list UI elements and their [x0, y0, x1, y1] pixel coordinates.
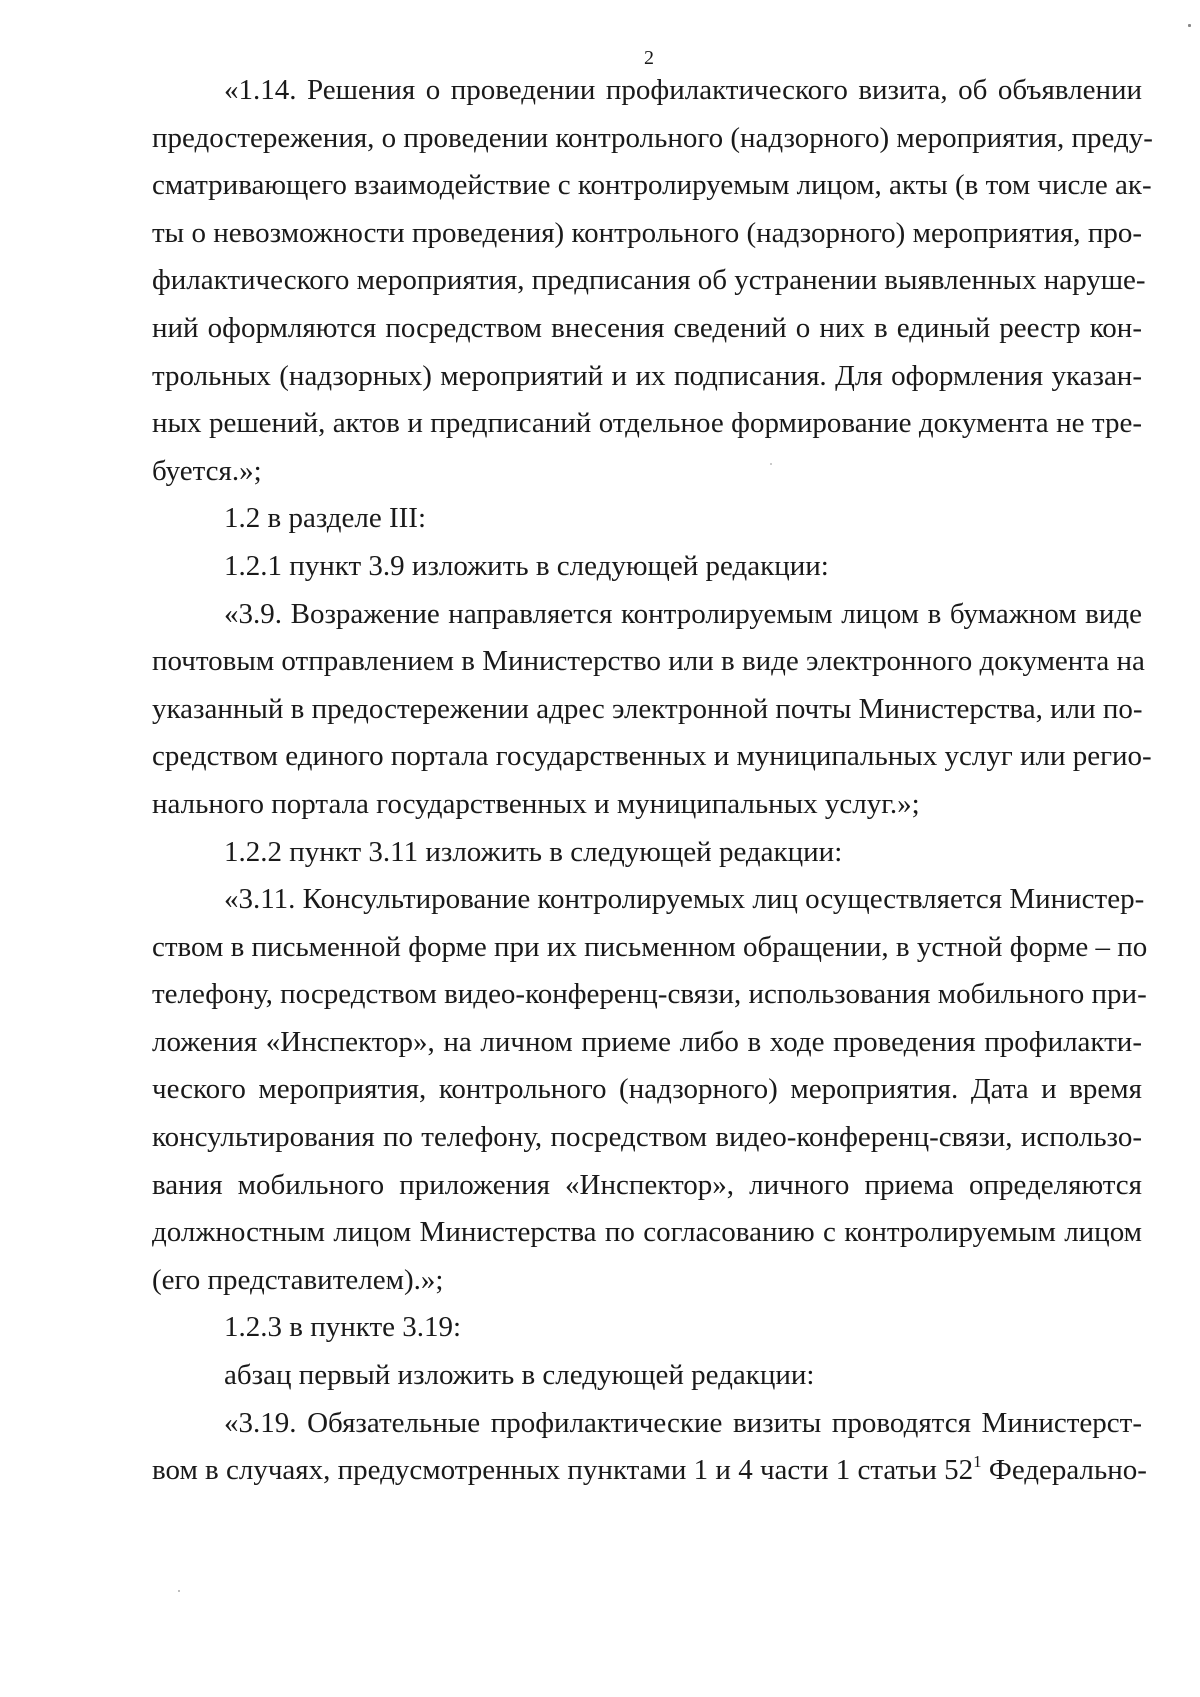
paragraph-1-2-1: [152, 543, 1142, 591]
paragraph-1-2-2: [152, 829, 1142, 877]
paragraph-3-11: [152, 876, 1148, 1304]
text-line: должностным лицом Министерства по согласованию с контролируемым лицом: [152, 1216, 1142, 1249]
text-line: почтовым отправлением в Министерство или в виде электронного документа на: [152, 645, 1145, 678]
text-fragment: Федерально-: [988, 1454, 1147, 1487]
text-line: консультирования по телефону, посредством видео-конференц-связи, использо-: [152, 1121, 1142, 1154]
text-line: предостережения, о проведении контрольного (надзорного) мероприятия, преду-: [152, 121, 1153, 154]
scan-speck: [770, 463, 772, 465]
text-line: трольных (надзорных) мероприятий и их подписания. Для оформления указан-: [152, 359, 1142, 392]
text-line: ством в письменной форме при их письменном обращении, в устной форме – по: [152, 930, 1148, 963]
text-line: телефону, посредством видео-конференц-связи, использования мобильного при-: [152, 978, 1147, 1011]
text-line: «3.19. Обязательные профилактические визиты проводятся Министерст-: [224, 1406, 1142, 1439]
text-line: сматривающего взаимодействие с контролируемым лицом, акты (в том числе ак-: [152, 169, 1152, 202]
text-line: 1.2 в разделе III:: [224, 502, 426, 535]
text-line-with-footnote: [152, 1447, 1147, 1495]
text-line: «1.14. Решения о проведении профилактического визита, об объявлении: [224, 74, 1142, 106]
paragraph-3-19: [152, 1400, 1147, 1495]
text-line: 1.2.1 пункт 3.9 изложить в следующей редакции:: [224, 549, 829, 582]
paragraph-1-2-3: [152, 1304, 1142, 1352]
text-line: ложения «Инспектор», на личном приеме либо в ходе проведения профилакти-: [152, 1025, 1142, 1058]
text-line: нального портала государственных и муниципальных услуг.»;: [152, 787, 920, 820]
text-line: буется.»;: [152, 454, 262, 487]
text-line: ных решений, актов и предписаний отдельное формирование документа не тре-: [152, 407, 1142, 440]
text-line: 1.2.2 пункт 3.11 изложить в следующей редакции:: [224, 835, 843, 868]
text-line: указанный в предостережении адрес электронной почты Министерства, или по-: [152, 692, 1143, 725]
text-line: «3.9. Возражение направляется контролируемым лицом в бумажном виде: [224, 597, 1142, 630]
text-line: ний оформляются посредством внесения сведений о них в единый реестр кон-: [152, 311, 1142, 344]
text-line: ты о невозможности проведения) контрольного (надзорного) мероприятия, про-: [152, 216, 1142, 249]
paragraph-1-14: [152, 67, 1153, 495]
paragraph-3-9: [152, 591, 1152, 829]
text-line: ческого мероприятия, контрольного (надзорного) мероприятия. Дата и время: [152, 1073, 1142, 1106]
text-line: абзац первый изложить в следующей редакции:: [224, 1359, 815, 1392]
paragraph-1-2: [152, 495, 1142, 543]
text-fragment: вом в случаях, предусмотренных пунктами 1 и 4 части 1 статьи 52: [152, 1454, 974, 1487]
text-line: вания мобильного приложения «Инспектор», личного приема определяются: [152, 1168, 1142, 1201]
scan-speck: [178, 1590, 180, 1592]
page-number: 2: [644, 47, 654, 69]
scan-speck: [1188, 24, 1191, 27]
document-body: [152, 67, 1153, 1495]
text-line: средством единого портала государственных и муниципальных услуг или регио-: [152, 740, 1152, 773]
text-line: 1.2.3 в пункте 3.19:: [224, 1311, 462, 1344]
text-line: (его представителем).»;: [152, 1263, 444, 1296]
paragraph-abzac: [152, 1352, 1142, 1400]
text-line: «3.11. Консультирование контролируемых лиц осуществляется Министер-: [224, 883, 1145, 916]
text-line: филактического мероприятия, предписания об устранении выявленных наруше-: [152, 264, 1146, 297]
footnote-superscript: 1: [973, 1452, 982, 1472]
